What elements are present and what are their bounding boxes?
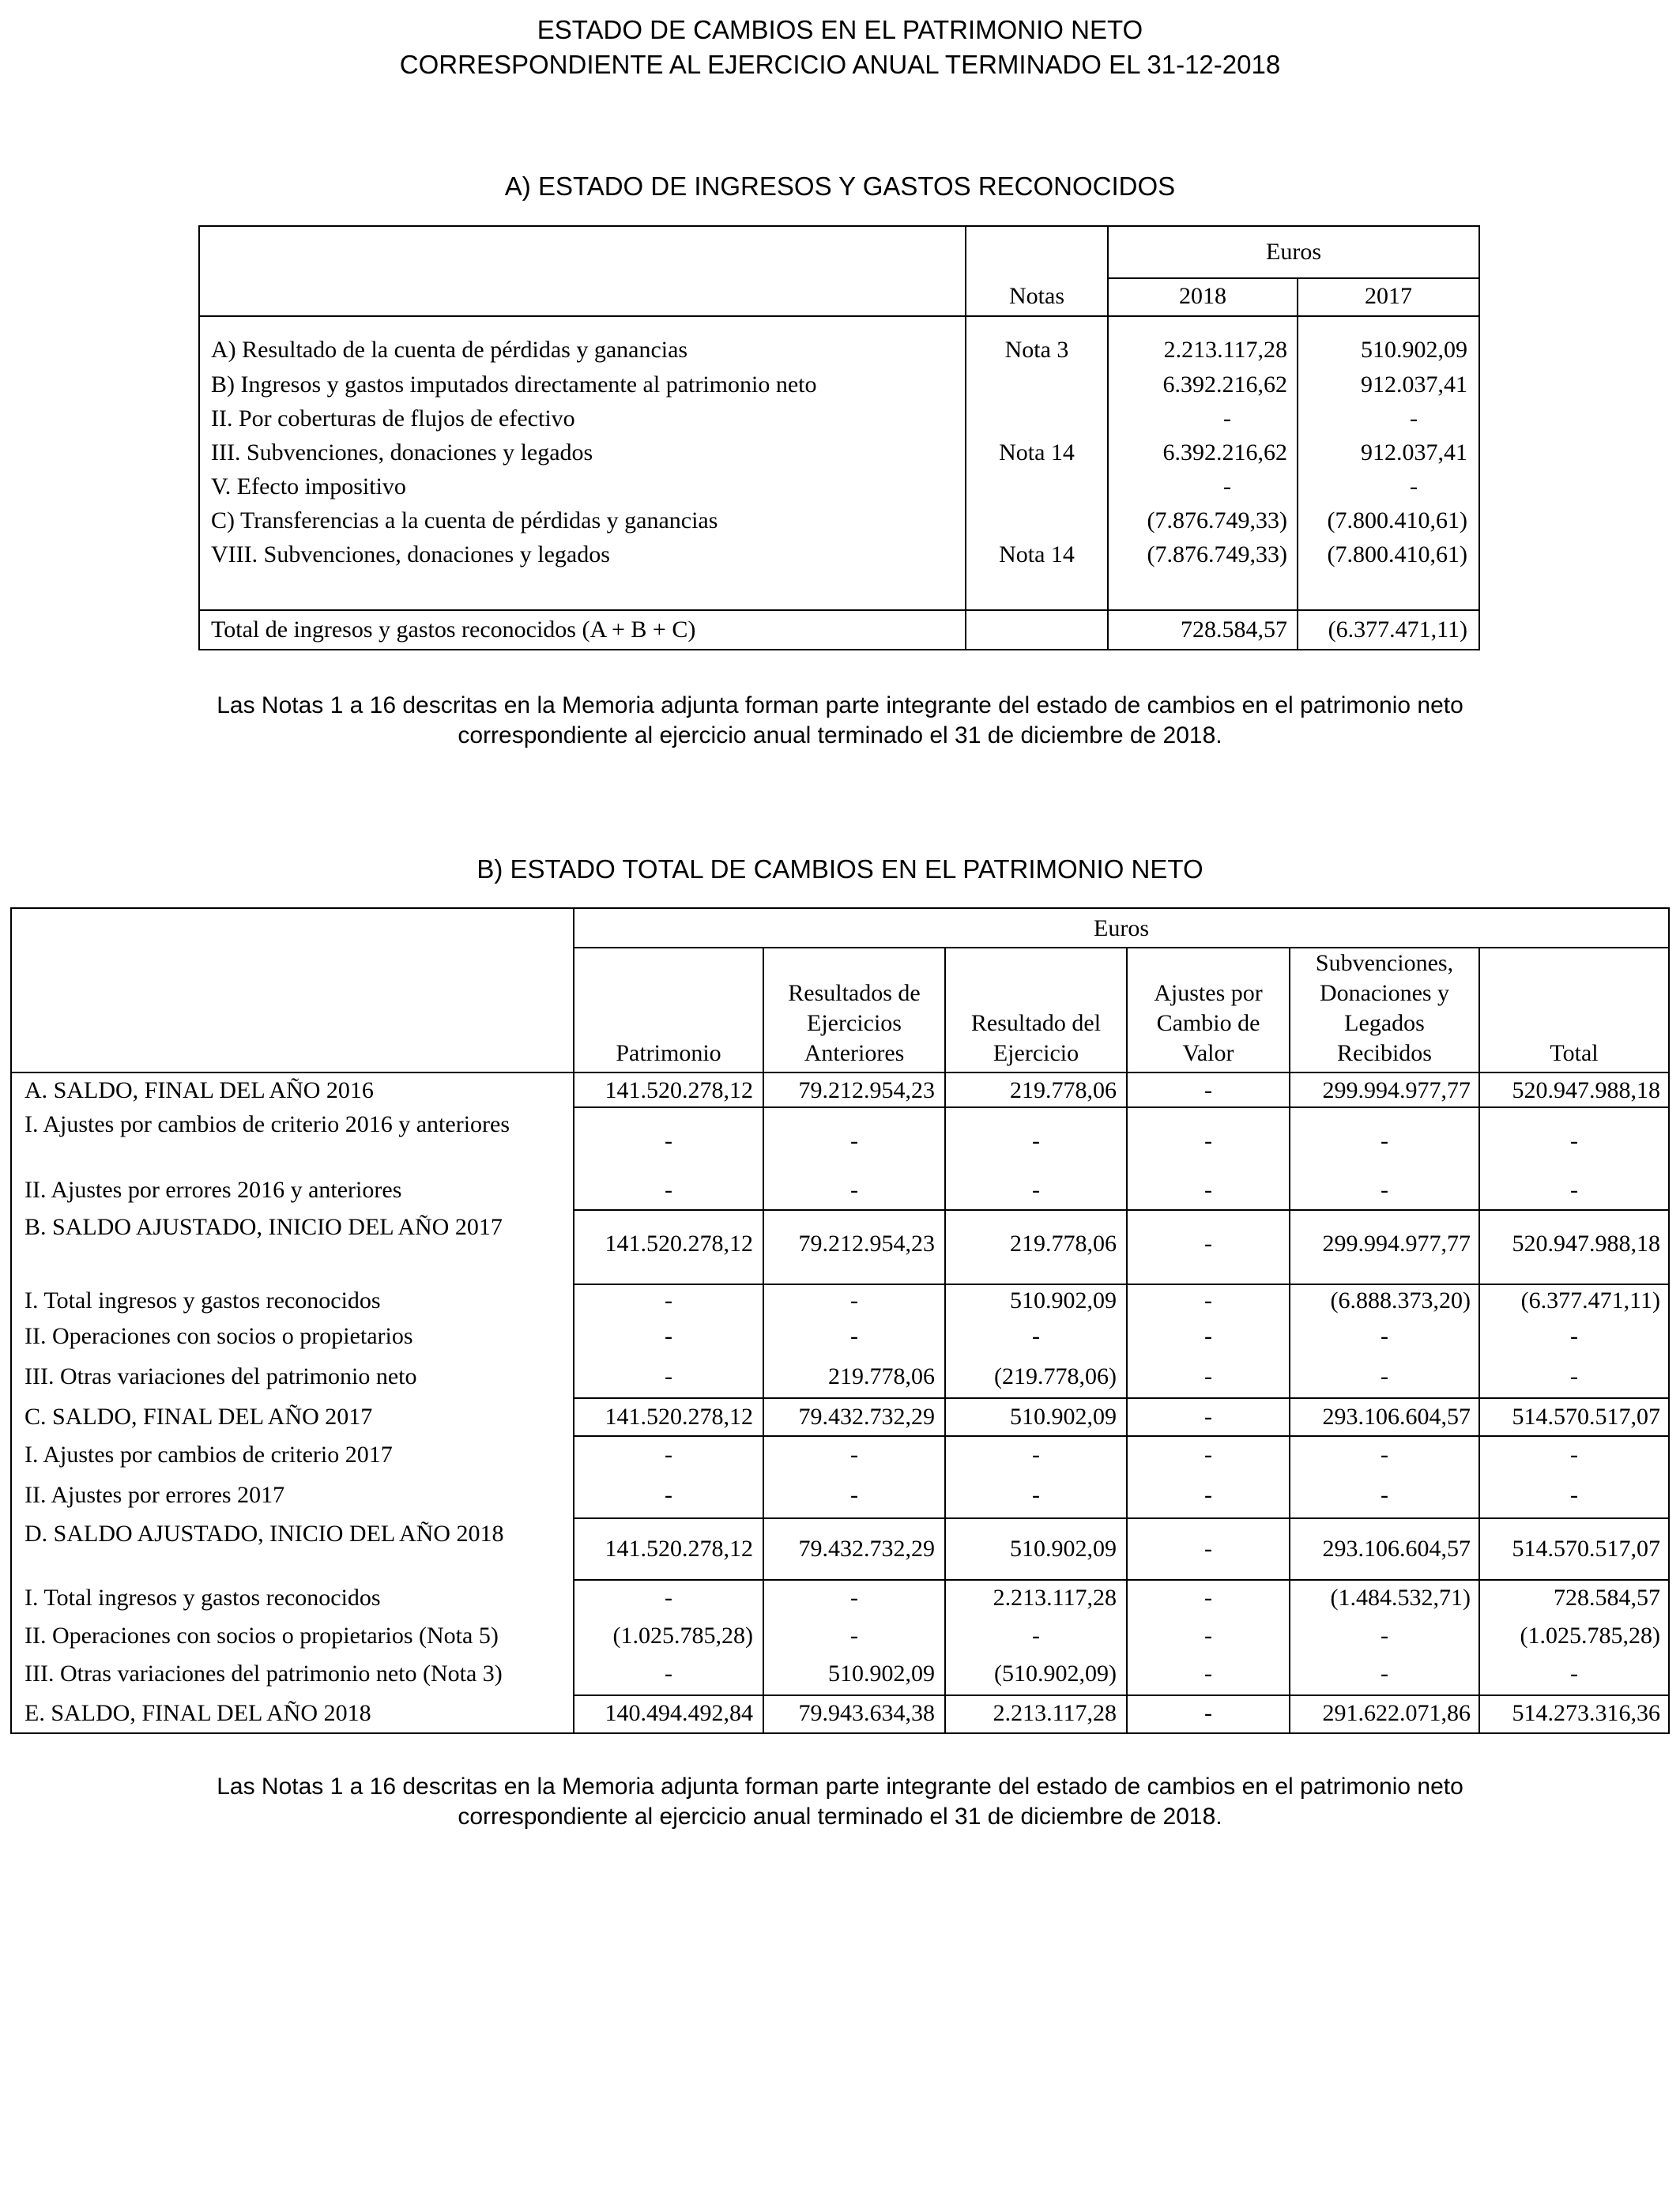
row-value-2018: - <box>1223 473 1231 499</box>
income-expense-table <box>198 225 1480 650</box>
row-label: I. Ajustes por cambios de criterio 2017 <box>24 1442 393 1468</box>
row-value: - <box>1204 1287 1212 1314</box>
col-header-subvenciones: Legados <box>1344 1010 1425 1036</box>
row-value: - <box>665 1323 672 1349</box>
row-value: 510.902,09 <box>1010 1536 1117 1562</box>
table-divider <box>573 1397 1668 1399</box>
row-label: B. SALDO AJUSTADO, INICIO DEL AÑO 2017 <box>24 1214 503 1240</box>
year-2018-header: 2018 <box>1179 283 1226 309</box>
row-value: - <box>1204 1482 1212 1508</box>
row-label: V. Efecto impositivo <box>211 473 406 499</box>
col-header-resultados-anteriores: Resultados de <box>788 980 921 1006</box>
table-divider <box>573 1517 1668 1519</box>
row-value: - <box>1381 1482 1388 1508</box>
total-value-2018: 728.584,57 <box>1181 616 1287 643</box>
row-value: - <box>850 1287 858 1314</box>
row-value-2017: (7.800.410,61) <box>1327 541 1467 567</box>
row-value-2017: 912.037,41 <box>1361 439 1467 466</box>
col-header-resultado-ejercicio: Resultado del <box>970 1010 1102 1036</box>
col-header-ajustes: Cambio de <box>1156 1010 1260 1036</box>
row-value-2018: - <box>1223 405 1231 432</box>
row-value: - <box>1381 1363 1388 1389</box>
row-label: III. Otras variaciones del patrimonio neto <box>24 1363 417 1389</box>
row-value: - <box>850 1585 858 1611</box>
row-value-2017: (7.800.410,61) <box>1327 507 1467 533</box>
row-label: III. Otras variaciones del patrimonio neto (Nota 3) <box>24 1661 503 1687</box>
row-value: - <box>1381 1323 1388 1349</box>
row-value: (1.025.785,28) <box>1520 1623 1660 1649</box>
row-value: 219.778,06 <box>1010 1077 1117 1103</box>
euros-header: Euros <box>1266 239 1321 265</box>
col-header-ajustes: Valor <box>1182 1040 1234 1066</box>
row-value: - <box>1032 1128 1040 1154</box>
row-nota: Nota 14 <box>999 439 1075 466</box>
row-label: II. Ajustes por errores 2016 y anteriores <box>24 1177 402 1203</box>
row-value: - <box>1204 1231 1212 1257</box>
row-value: - <box>665 1661 672 1687</box>
table-divider <box>12 1072 1668 1073</box>
row-value: 2.213.117,28 <box>993 1585 1117 1611</box>
row-label: D. SALDO AJUSTADO, INICIO DEL AÑO 2018 <box>24 1521 504 1547</box>
row-value: - <box>1381 1177 1388 1203</box>
row-value: 141.520.278,12 <box>605 1231 753 1257</box>
document-title: ESTADO DE CAMBIOS EN EL PATRIMONIO NETO <box>537 15 1143 44</box>
row-value: 299.994.977,77 <box>1322 1077 1471 1103</box>
table-divider <box>573 1284 1668 1285</box>
row-value: 510.902,09 <box>828 1661 935 1687</box>
row-value: - <box>850 1442 858 1468</box>
row-value-2017: 912.037,41 <box>1361 371 1467 398</box>
row-value: (1.025.785,28) <box>612 1623 753 1649</box>
row-value: - <box>850 1323 858 1349</box>
table-divider <box>1107 277 1478 279</box>
row-value: - <box>1204 1077 1212 1103</box>
row-value-2018: 6.392.216,62 <box>1162 371 1287 398</box>
document-subtitle: CORRESPONDIENTE AL EJERCICIO ANUAL TERMINADO EL 31-12-2018 <box>399 50 1281 79</box>
row-value: - <box>850 1623 858 1649</box>
row-value: - <box>1381 1661 1388 1687</box>
row-value: - <box>1381 1128 1388 1154</box>
row-label: I. Total ingresos y gastos reconocidos <box>24 1585 381 1611</box>
row-value: 293.106.604,57 <box>1322 1536 1471 1562</box>
row-value: 520.947.988,18 <box>1512 1077 1660 1103</box>
row-value: - <box>1204 1536 1212 1562</box>
col-header-resultados-anteriores: Anteriores <box>804 1040 905 1066</box>
row-value: 79.212.954,23 <box>798 1231 935 1257</box>
row-value: - <box>1570 1482 1578 1508</box>
row-value: - <box>1381 1442 1388 1468</box>
row-value: 514.570.517,07 <box>1512 1404 1660 1430</box>
row-label: II. Por coberturas de flujos de efectivo <box>211 405 575 432</box>
row-value: 219.778,06 <box>1010 1231 1117 1257</box>
row-value-2017: - <box>1410 405 1418 432</box>
row-label: E. SALDO, FINAL DEL AÑO 2018 <box>24 1700 371 1726</box>
row-value: - <box>1032 1623 1040 1649</box>
row-value: (510.902,09) <box>994 1661 1117 1687</box>
row-value: - <box>1570 1442 1578 1468</box>
row-value: 510.902,09 <box>1010 1404 1117 1430</box>
row-value: - <box>665 1585 672 1611</box>
footnote-a-line2: correspondiente al ejercicio anual terminado el 31 de diciembre de 2018. <box>458 722 1222 748</box>
row-value: - <box>665 1128 672 1154</box>
footnote-a-line1: Las Notas 1 a 16 descritas en la Memoria adjunta forman parte integrante del estado de cambios en el patrimonio neto <box>217 692 1463 718</box>
row-value: 514.273.316,36 <box>1512 1700 1660 1726</box>
row-label: III. Subvenciones, donaciones y legados <box>211 439 593 466</box>
row-value-2018: 6.392.216,62 <box>1162 439 1287 466</box>
row-value: - <box>1204 1177 1212 1203</box>
col-header-ajustes: Ajustes por <box>1154 980 1263 1006</box>
row-value: - <box>850 1482 858 1508</box>
row-value: - <box>665 1363 672 1389</box>
col-header-resultados-anteriores: Ejercicios <box>807 1010 902 1036</box>
total-value-2017: (6.377.471,11) <box>1328 616 1467 643</box>
row-value: - <box>850 1128 858 1154</box>
row-value: - <box>850 1177 858 1203</box>
col-header-patrimonio: Patrimonio <box>616 1040 721 1066</box>
row-value: - <box>1032 1323 1040 1349</box>
euros-header: Euros <box>1094 915 1149 941</box>
row-nota: Nota 3 <box>1004 337 1069 363</box>
row-label: II. Operaciones con socios o propietarios <box>24 1323 413 1349</box>
row-value: - <box>1381 1623 1388 1649</box>
row-value-2017: 510.902,09 <box>1361 337 1467 363</box>
table-divider <box>573 1435 1668 1437</box>
row-value: 79.432.732,29 <box>798 1404 935 1430</box>
row-value: 141.520.278,12 <box>605 1077 753 1103</box>
row-value: - <box>665 1177 672 1203</box>
row-value-2018: (7.876.749,33) <box>1147 507 1287 533</box>
row-value: - <box>665 1442 672 1468</box>
table-divider <box>573 1579 1668 1581</box>
row-label: II. Operaciones con socios o propietarios (Nota 5) <box>24 1623 499 1649</box>
row-value: - <box>665 1482 672 1508</box>
row-value: - <box>1204 1700 1212 1726</box>
section-b-title: B) ESTADO TOTAL DE CAMBIOS EN EL PATRIMONIO NETO <box>477 854 1203 884</box>
row-value: - <box>1204 1363 1212 1389</box>
row-value: - <box>1570 1323 1578 1349</box>
row-value-2018: 2.213.117,28 <box>1163 337 1287 363</box>
table-divider <box>573 1106 1668 1108</box>
table-divider <box>573 1695 1668 1696</box>
row-value: 299.994.977,77 <box>1322 1231 1471 1257</box>
row-value: 140.494.492,84 <box>605 1700 753 1726</box>
row-value: - <box>1032 1177 1040 1203</box>
row-value: - <box>1204 1623 1212 1649</box>
total-label: Total de ingresos y gastos reconocidos (A + B + C) <box>211 616 696 643</box>
footnote-b-line1: Las Notas 1 a 16 descritas en la Memoria adjunta forman parte integrante del estado de cambios en el patrimonio neto <box>217 1774 1463 1800</box>
row-value: 520.947.988,18 <box>1512 1231 1660 1257</box>
row-value: - <box>1204 1661 1212 1687</box>
row-value: - <box>1204 1323 1212 1349</box>
row-value: 514.570.517,07 <box>1512 1536 1660 1562</box>
row-value: (6.888.373,20) <box>1330 1287 1471 1314</box>
col-header-resultado-ejercicio: Ejercicio <box>993 1040 1079 1066</box>
row-value: (6.377.471,11) <box>1520 1287 1660 1314</box>
notas-header: Notas <box>1009 283 1064 309</box>
row-value: - <box>1204 1442 1212 1468</box>
row-value: - <box>1204 1128 1212 1154</box>
table-divider <box>200 609 1478 611</box>
footnote-b-line2: correspondiente al ejercicio anual terminado el 31 de diciembre de 2018. <box>458 1804 1222 1830</box>
row-value-2018: (7.876.749,33) <box>1147 541 1287 567</box>
row-value: - <box>1032 1482 1040 1508</box>
col-header-subvenciones: Subvenciones, <box>1315 950 1454 976</box>
row-label: VIII. Subvenciones, donaciones y legados <box>211 541 610 567</box>
row-label: I. Total ingresos y gastos reconocidos <box>24 1287 381 1314</box>
section-a-title: A) ESTADO DE INGRESOS Y GASTOS RECONOCIDOS <box>504 172 1176 201</box>
row-value: 728.584,57 <box>1554 1585 1660 1611</box>
row-value: - <box>1032 1442 1040 1468</box>
row-value: 79.212.954,23 <box>798 1077 935 1103</box>
row-value-2017: - <box>1410 473 1418 499</box>
row-value: 141.520.278,12 <box>605 1536 753 1562</box>
row-value: - <box>665 1287 672 1314</box>
row-label: C) Transferencias a la cuenta de pérdidas y ganancias <box>211 507 718 533</box>
row-value: - <box>1570 1363 1578 1389</box>
col-header-subvenciones: Recibidos <box>1337 1040 1432 1066</box>
row-value: 293.106.604,57 <box>1322 1404 1471 1430</box>
row-value: - <box>1204 1404 1212 1430</box>
table-divider <box>200 315 1478 317</box>
row-value: 510.902,09 <box>1010 1287 1117 1314</box>
row-value: - <box>1570 1177 1578 1203</box>
row-label: B) Ingresos y gastos imputados directamente al patrimonio neto <box>211 371 817 398</box>
year-2017-header: 2017 <box>1365 283 1412 309</box>
row-label: C. SALDO, FINAL DEL AÑO 2017 <box>24 1404 373 1430</box>
row-value: 2.213.117,28 <box>993 1700 1117 1726</box>
row-label: A. SALDO, FINAL DEL AÑO 2016 <box>24 1077 374 1103</box>
row-label: I. Ajustes por cambios de criterio 2016 y anteriores <box>24 1111 510 1137</box>
row-nota: Nota 14 <box>999 541 1075 567</box>
row-value: 141.520.278,12 <box>605 1404 753 1430</box>
table-divider <box>573 1209 1668 1211</box>
row-value: 79.943.634,38 <box>798 1700 935 1726</box>
row-label: II. Ajustes por errores 2017 <box>24 1482 285 1508</box>
row-value: - <box>1204 1585 1212 1611</box>
row-value: (1.484.532,71) <box>1330 1585 1471 1611</box>
row-value: 79.432.732,29 <box>798 1536 935 1562</box>
col-header-total: Total <box>1550 1040 1599 1066</box>
row-value: - <box>1570 1661 1578 1687</box>
row-value: 291.622.071,86 <box>1322 1700 1471 1726</box>
row-value: 219.778,06 <box>828 1363 935 1389</box>
row-label: A) Resultado de la cuenta de pérdidas y ganancias <box>211 337 688 363</box>
table-divider <box>573 947 1668 948</box>
row-value: (219.778,06) <box>994 1363 1117 1389</box>
equity-changes-table <box>10 907 1670 1734</box>
row-value: - <box>1570 1128 1578 1154</box>
col-header-subvenciones: Donaciones y <box>1319 980 1450 1006</box>
